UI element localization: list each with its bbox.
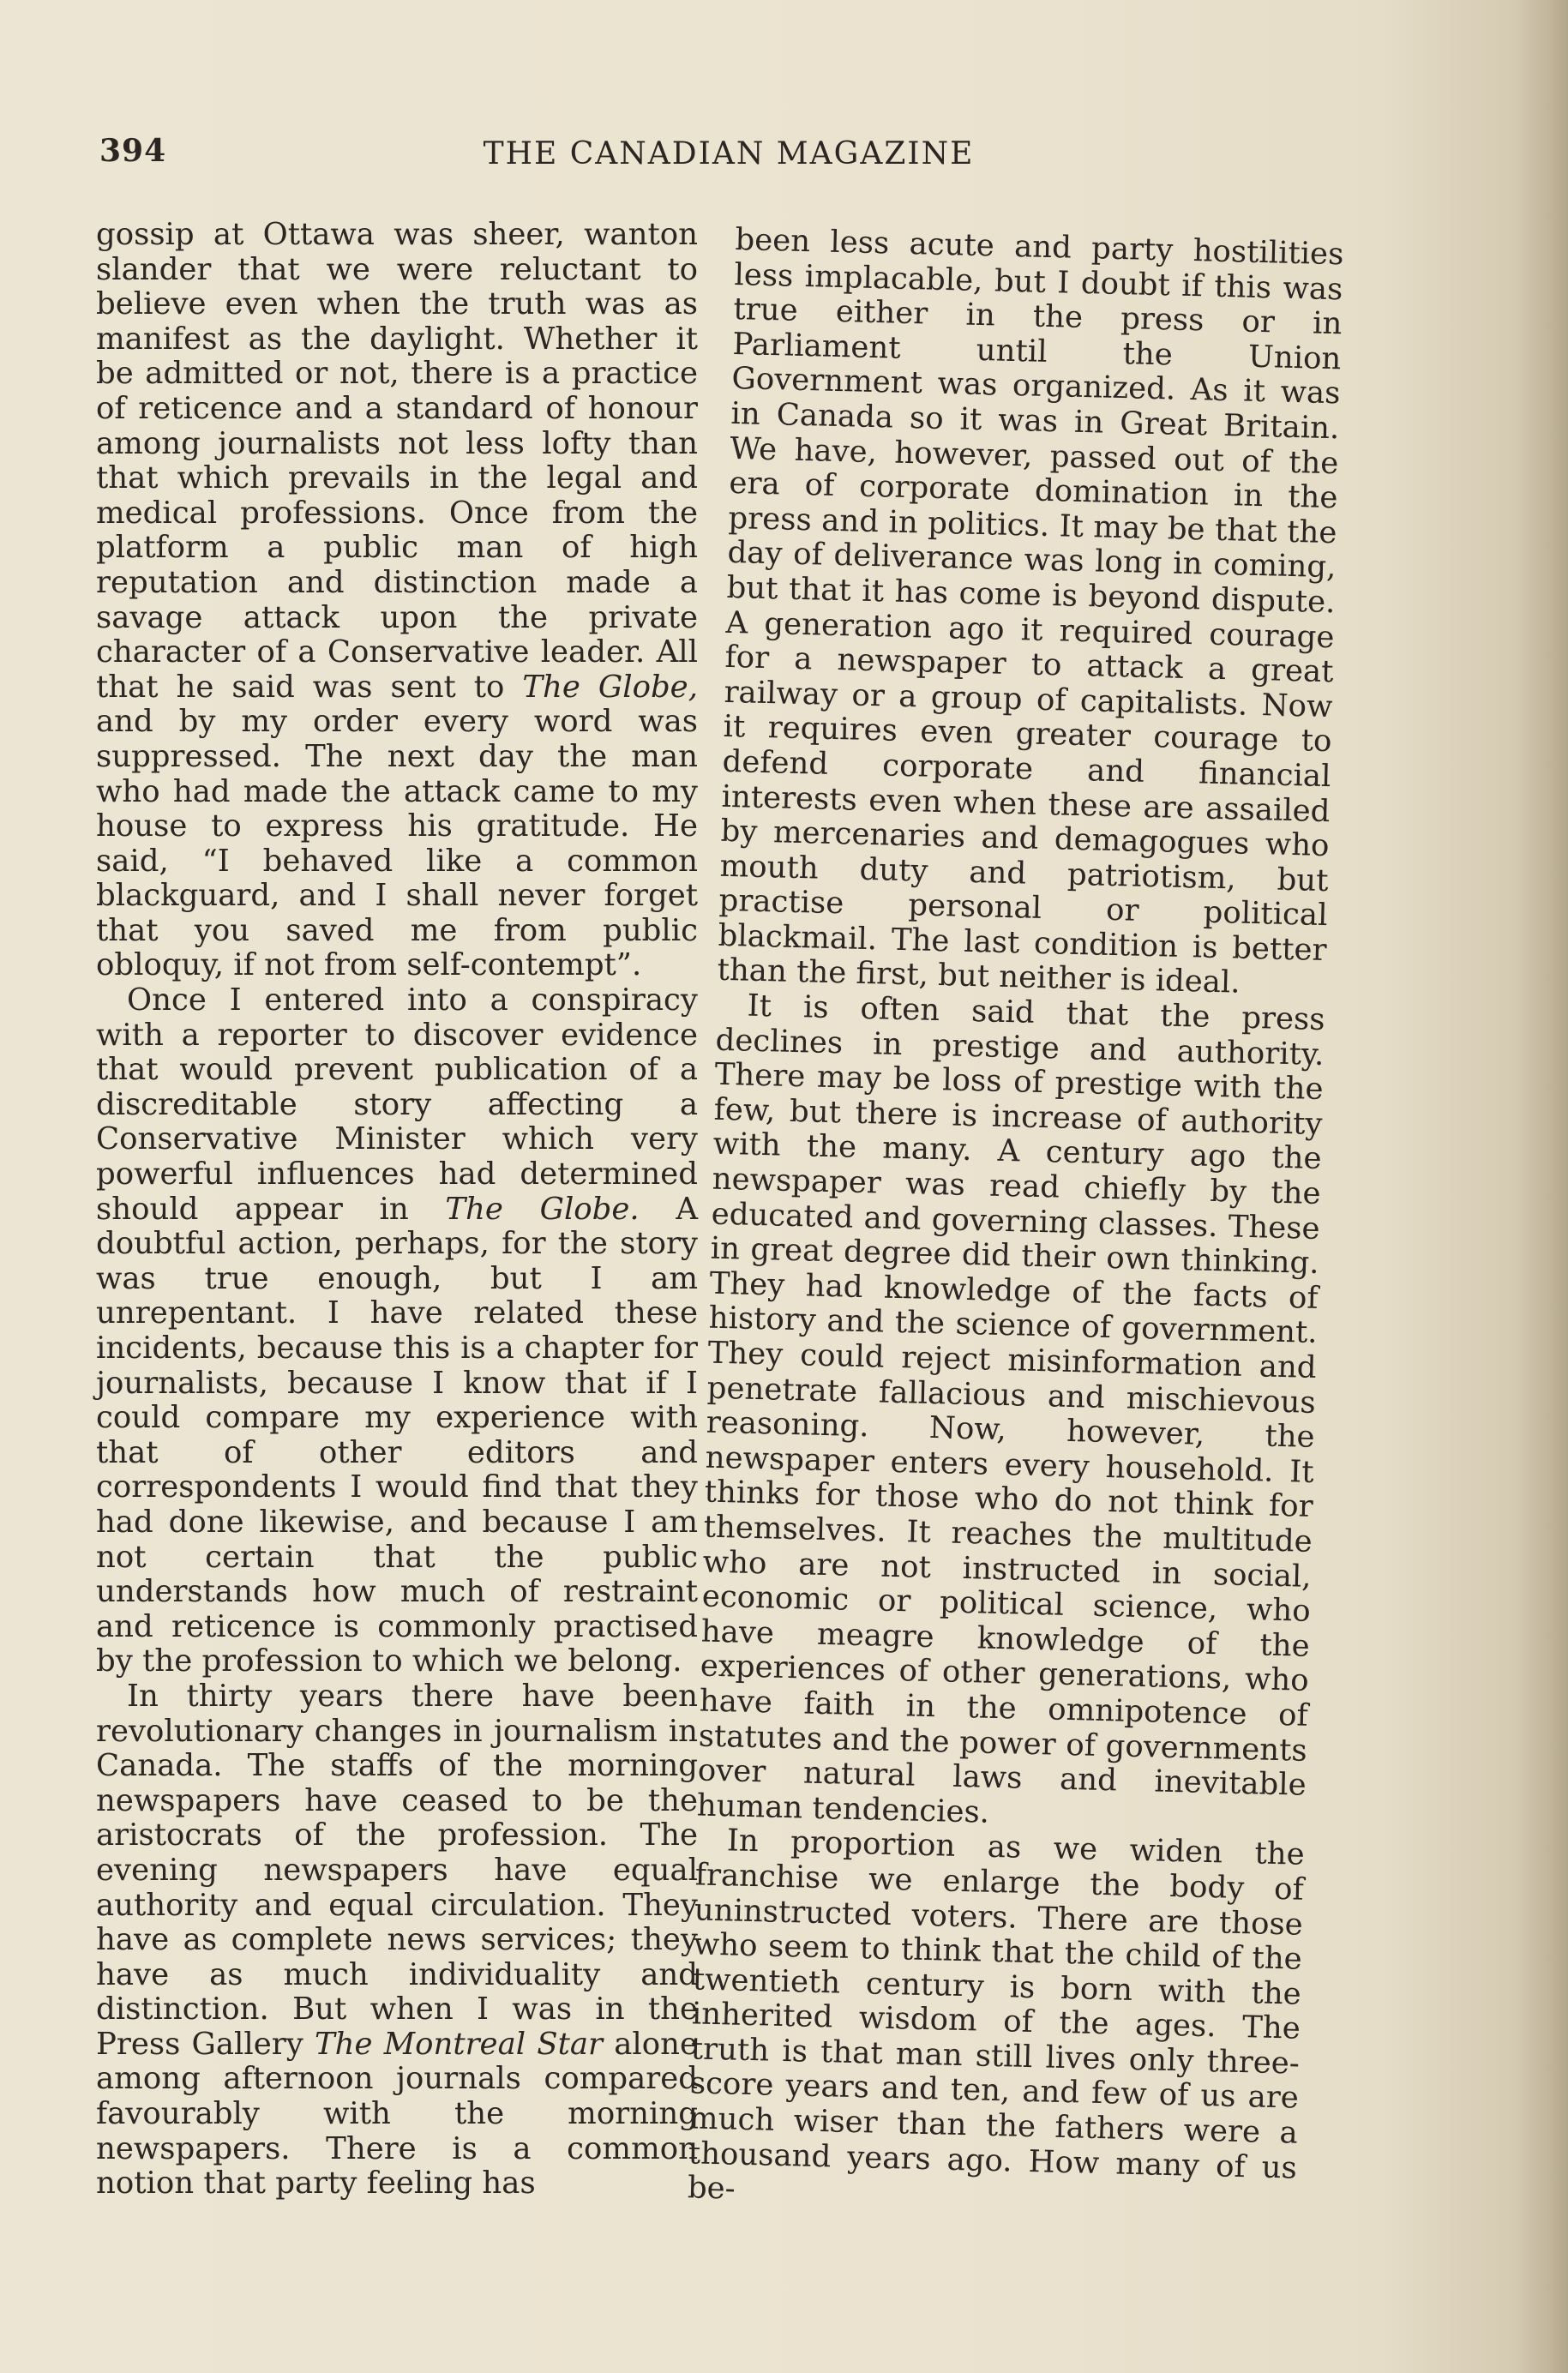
right-column — [687, 223, 1343, 2221]
newspaper-title: The Globe, — [522, 669, 698, 705]
paragraph: In proportion as we widen the franchise we enlarge the body of uninstructed voters. There are those who seem to think that the child of the twentieth century is born with the inherited wisdom of the ages. The truth is that man still lives only three-score years and ten, and few of us are much wiser than the fathers were a thousand years ago. How many of us be- — [687, 1823, 1306, 2207]
paragraph: In thirty years there have been revolutionary changes in journalism in Canada. The staffs of the morning newspapers have ceased to be the aristocrats of the profession. The evening newspapers have equal authority and equal circulation. They have as complete news services; they have as much individuality and distinction. But when I was in the Press Gallery The Montreal Star alone among afternoon journals compared favourably with the morning newspapers. There is a common notion that party feeling has — [96, 1678, 698, 2202]
page-edge-shadow — [1517, 0, 1568, 2373]
left-column — [96, 218, 698, 2202]
paragraph: Once I entered into a conspiracy with a reporter to discover evidence that would prevent publication of a discreditable story affecting a Conservative Minister which very powerful influences had determined should appear in The Globe. A doubtful action, perhaps, for the story was true enough, but I am unrepentant. I have related these incidents, because this is a chapter for journalists, because I know that if I could compare my experience with that of other editors and correspondents I would find that they had done likewise, and because I am not certain that the public understands how much of restraint and reticence is commonly practised by the profession to which we belong. — [96, 982, 699, 1679]
page-number: 394 — [99, 133, 167, 169]
paragraph: been less acute and party hostilities less implacable, but I doubt if this was true either in the press or in Parliament until the Union Government was organized. As it was in Canada so it was in Great Britain. We have, however, passed out of the era of corporate domination in the press and in politics. It may be that the day of deliverance was long in coming, but that it has come is beyond dispute. A generation ago it required courage for a newspaper to attack a great railway or a group of capitalists. Now it requires even greater courage to defend corporate and financial interests even when these are assailed by mercenaries and demagogues who mouth duty and patriotism, but practise personal or political blackmail. The last condition is better than the first, but neither is ideal. — [717, 222, 1344, 1001]
paragraph: It is often said that the press declines in prestige and authority. There may be loss of prestige with the few, but there is increase of authority with the many. A century ago the newspaper was read chiefly by the educated and governing classes. These in great degree did their own thinking. They had knowledge of the facts of history and the science of government. They could reject misinformation and penetrate fallacious and mischievous reasoning. Now, however, the newspaper enters every household. It thinks for those who do not think for themselves. It reaches the multitude who are not instructed in social, economic or political science, who have meagre knowledge of the experiences of other generations, who have faith in the omnipotence of statutes and the power of governments over natural laws and inevitable human tendencies. — [696, 988, 1325, 1830]
paragraph: gossip at Ottawa was sheer, wanton slander that we were reluctant to believe even when the truth was as manifest as the daylight. Whether it be admitted or not, there is a practice of reticence and a standard of honour among journalists not less lofty than that which prevails in the legal and medical professions. Once from the platform a public man of high reputation and distinction made a savage attack upon the private character of a Conservative leader. All that he said was sent to The Globe, and by my order every word was suppressed. The next day the man who had made the attack came to my house to express his gratitude. He said, “I behaved like a common blackguard, and I shall never forget that you saved me from public obloquy, if not from self-contempt”. — [96, 217, 698, 983]
running-title: THE CANADIAN MAGAZINE — [483, 136, 975, 171]
newspaper-title: The Globe. — [445, 1191, 640, 1227]
newspaper-title: The Montreal Star — [314, 2026, 604, 2062]
